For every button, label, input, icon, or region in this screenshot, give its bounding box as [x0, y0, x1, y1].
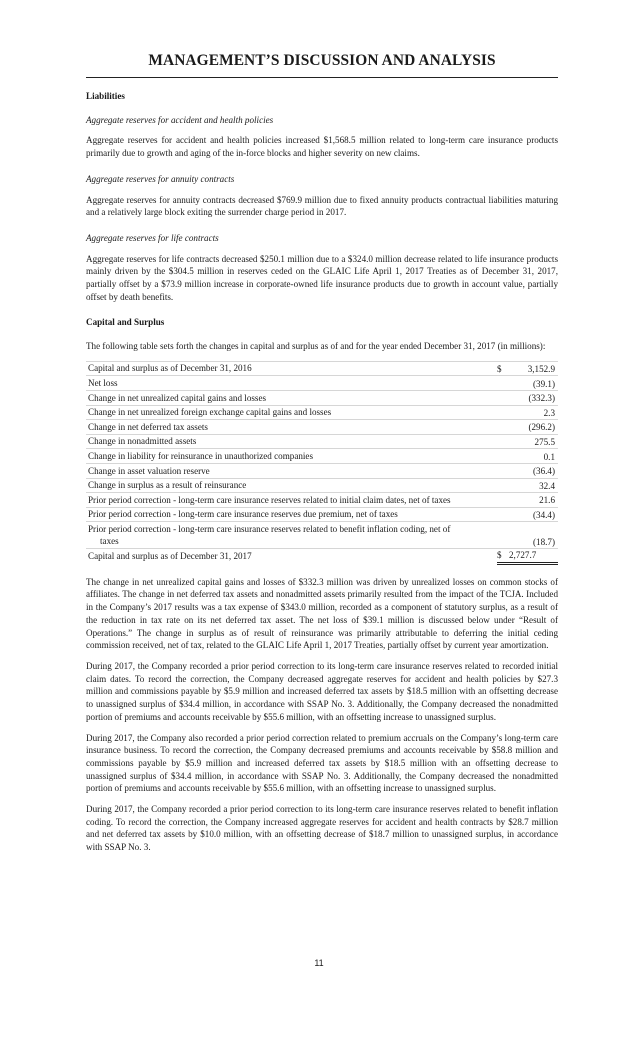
table-row	[86, 464, 558, 479]
table-row-label: Change in surplus as a result of reinsurance	[86, 478, 497, 493]
table-row	[86, 507, 558, 522]
table-total-row	[86, 549, 558, 563]
table-row	[86, 449, 558, 464]
table-row-label: Change in net deferred tax assets	[86, 420, 497, 435]
main-content	[86, 90, 558, 854]
table-row-currency	[497, 493, 509, 508]
table-row-label: Capital and surplus as of December 31, 2016	[86, 361, 497, 376]
table-row-value: (18.7)	[509, 522, 558, 549]
subheading-life: Aggregate reserves for life contracts	[86, 232, 219, 243]
table-row-value: (332.3)	[509, 391, 558, 406]
table-row-currency	[497, 478, 509, 493]
table-row-currency	[497, 391, 509, 406]
page-title: MANAGEMENT’S DISCUSSION AND ANALYSIS	[148, 52, 496, 69]
table-row-value: 21.6	[509, 493, 558, 508]
table-row	[86, 420, 558, 435]
table-row-currency	[497, 434, 509, 449]
table-row-currency	[497, 507, 509, 522]
table-row-value: 0.1	[509, 449, 558, 464]
table-row-currency	[497, 420, 509, 435]
table-row-label-multiline	[86, 522, 497, 549]
paragraph-life: Aggregate reserves for life contracts decreased $250.1 million due to a $324.0 million decrease related to life insurance products mainly driven by the $304.5 million in reserves ceded on the GLAIC Life April 1, 2017 Treaties as of December 31, 2017, partially offset by a $73.9 million increase in corporate-owned life insurance products due to growth in account value, partially offset by death benefits.	[86, 253, 558, 302]
paragraph-accident-health: Aggregate reserves for accident and health policies increased $1,568.5 million related to long-term care insurance products primarily due to growth and aging of the in-force blocks and higher severity on new claims.	[86, 135, 558, 159]
paragraph-capital-3: During 2017, the Company also recorded a prior period correction related to premium accruals on the Company’s long-term care insurance business. To record the correction, the Company decreased premiums and accounts receivable by $58.8 million and commissions payable by $5.9 million and increased deferred tax assets by $18.5 million with an offsetting decrease to unassigned surplus of $34.4 million, in accordance with SSAP No. 3. Additionally, the Company decreased the nonadmitted portion of premiums and accounts receivable by $55.6 million, with an offsetting increase to unassigned surplus.	[86, 732, 558, 794]
table-total-value: 2,727.7	[509, 549, 558, 563]
table-row-value: (39.1)	[509, 376, 558, 391]
table-row-value: (296.2)	[509, 420, 558, 435]
paragraph-annuity: Aggregate reserves for annuity contracts decreased $769.9 million due to fixed annuity products contractual liabilities maturing and a relatively large block exiting the surrender charge period in 2017.	[86, 194, 558, 218]
paragraph-capital-4: During 2017, the Company recorded a prior period correction to its long-term care insurance reserves related to benefit inflation coding. To record the correction, the Company increased aggregate reserves for accident and health contracts by $28.7 million and net deferred tax assets by $10.0 million, with an offsetting decrease of $18.7 million to unassigned surplus, in accordance with SSAP No. 3.	[86, 804, 558, 853]
table-row-label: Prior period correction - long-term care insurance reserves related to initial claim dates, net of taxes	[86, 493, 497, 508]
paragraph-capital-2: During 2017, the Company recorded a prior period correction to its long-term care insurance reserves related to recorded initial claim dates. To record the correction, the Company decreased aggregate reserves for accident and health policies by $27.3 million and commissions payable by $5.9 million and increased deferred tax assets by $18.5 million with an offsetting decrease to unassigned surplus of $34.4 million, in accordance with SSAP No. 3. Additionally, the Company decreased the nonadmitted portion of premiums and accounts receivable by $55.6 million, with an offsetting increase to unassigned surplus.	[86, 661, 558, 722]
table-row	[86, 391, 558, 406]
table-row-value: 2.3	[509, 405, 558, 420]
table-row	[86, 376, 558, 391]
page-number: 11	[314, 958, 324, 968]
section-heading-liabilities: Liabilities	[86, 91, 125, 101]
section-heading-capital-surplus: Capital and Surplus	[86, 317, 165, 328]
table-row-currency: $	[497, 361, 509, 376]
table-total-label: Capital and surplus as of December 31, 2017	[88, 551, 252, 562]
table-row-value: 32.4	[509, 478, 558, 493]
table-row-value: (34.4)	[509, 507, 558, 522]
table-row-value: 275.5	[509, 434, 558, 449]
subheading-accident-health: Aggregate reserves for accident and health policies	[86, 114, 274, 125]
table-row	[86, 493, 558, 508]
table-row-currency	[497, 522, 509, 549]
table-total-currency: $	[497, 549, 509, 563]
table-row-currency	[497, 376, 509, 391]
table-row-label: Change in liability for reinsurance in unauthorized companies	[86, 449, 497, 464]
table-row-label: Change in nonadmitted assets	[86, 434, 497, 449]
table-row-currency	[497, 449, 509, 464]
table-row	[86, 522, 558, 549]
paragraph-capital-1: The change in net unrealized capital gains and losses of $332.3 million was driven by unrealized losses on common stocks of affiliates. The change in net deferred tax assets and nonadmitted assets primarily resulted from the impact of the TCJA. Included in the Company’s 2017 results was a tax expense of $343.0 million, recorded as a component of statutory surplus, as a result of the reduction in tax rate on its net deferred tax asset. The net loss of $39.1 million is discussed below under “Result of Operations.” The change in surplus as of result of reinsurance was primarily attributable to deferring the initial ceding commission received, net of tax, related to the GLAIC Life April 1, 2017 Treaties, partially offset by current year amortization.	[86, 576, 558, 651]
table-row-label-continuation: taxes	[100, 536, 119, 547]
table-row-label: Change in net unrealized foreign exchange capital gains and losses	[86, 405, 497, 420]
table-row-label: Prior period correction - long-term care insurance reserves related to benefit inflation coding, net of	[88, 523, 451, 534]
paragraph-capital-intro: The following table sets forth the changes in capital and surplus as of and for the year ended December 31, 2017 (in millions):	[86, 341, 546, 352]
table-row	[86, 478, 558, 493]
table-row-label: Change in asset valuation reserve	[86, 464, 497, 479]
table-row-label: Change in net unrealized capital gains and losses	[86, 391, 497, 406]
table-row	[86, 434, 558, 449]
table-row-currency	[497, 405, 509, 420]
capital-surplus-table	[86, 361, 558, 565]
table-row-value: 3,152.9	[509, 361, 558, 376]
table-row-label: Net loss	[86, 376, 497, 391]
table-row	[86, 405, 558, 420]
table-row-label: Prior period correction - long-term care insurance reserves due premium, net of taxes	[86, 507, 497, 522]
table-row-value: (36.4)	[509, 464, 558, 479]
subheading-annuity: Aggregate reserves for annuity contracts	[86, 173, 235, 184]
table-row	[86, 361, 558, 376]
header-rule	[86, 77, 558, 78]
table-row-currency	[497, 464, 509, 479]
